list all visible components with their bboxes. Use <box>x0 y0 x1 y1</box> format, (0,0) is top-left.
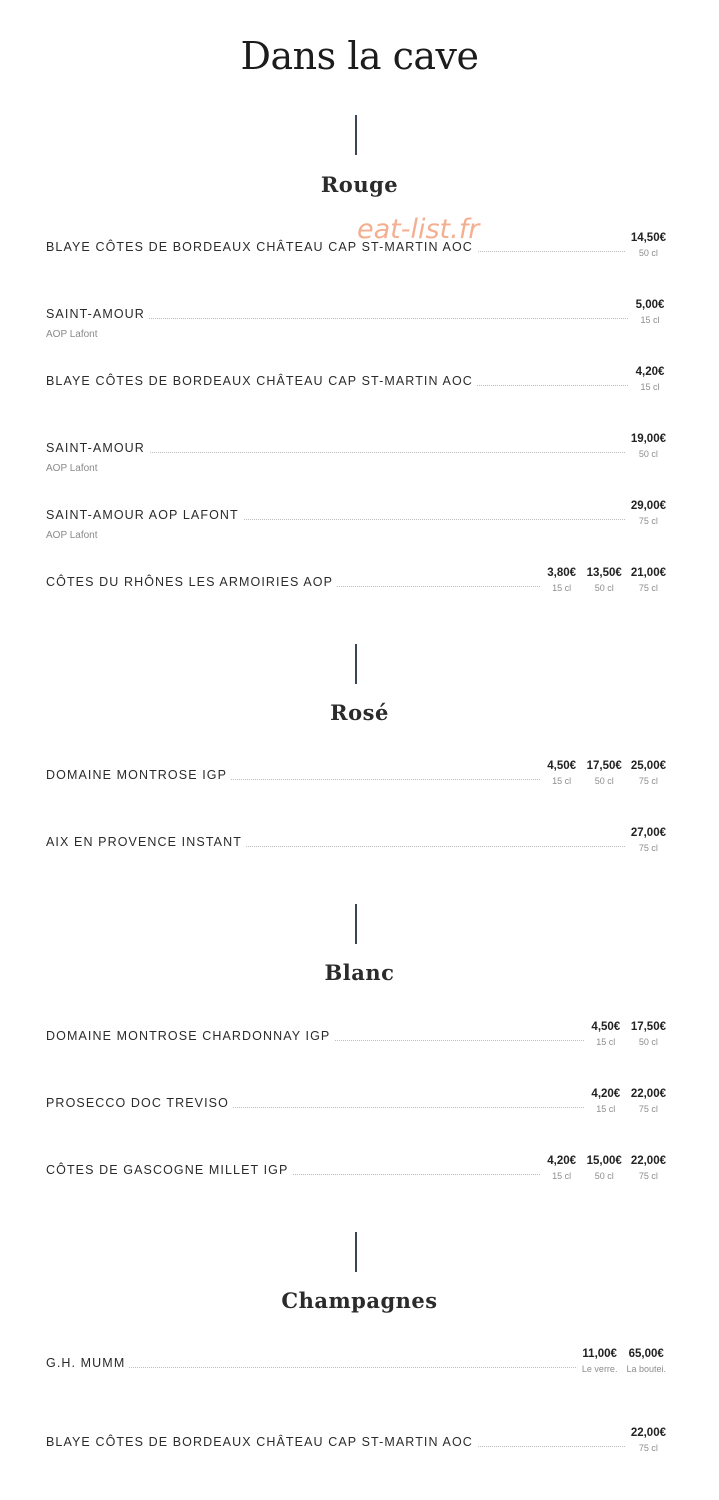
price <box>626 1346 666 1375</box>
section-title-blanc: Blanc <box>324 960 395 985</box>
price-value: 21,00€ <box>630 567 666 579</box>
price <box>546 565 578 594</box>
price-value: 11,00€ <box>582 1348 617 1360</box>
item-name: SAINT-AMOUR <box>46 307 149 321</box>
price-size: 50 cl <box>638 1037 658 1047</box>
menu-item[interactable] <box>46 364 666 390</box>
section-title-rouge: Rouge <box>320 172 399 197</box>
price-size: 15 cl <box>552 583 572 593</box>
item-name: SAINT-AMOUR AOP LAFONT <box>46 508 243 522</box>
price-size: 75 cl <box>638 776 658 786</box>
menu-item[interactable] <box>46 758 666 784</box>
price-size: 50 cl <box>638 449 658 459</box>
item-prices <box>582 1346 666 1375</box>
menu-item[interactable] <box>46 498 666 541</box>
item-prices <box>634 297 666 326</box>
price <box>587 565 622 594</box>
price-size: 75 cl <box>638 1171 658 1181</box>
price-value: 4,50€ <box>547 760 577 772</box>
price <box>631 565 666 594</box>
price-size: 50 cl <box>594 1171 614 1181</box>
price-size: 50 cl <box>638 248 658 258</box>
price-value: 65,00€ <box>628 1348 664 1360</box>
price-size: La boutei. <box>626 1364 666 1374</box>
section-divider <box>355 644 357 684</box>
item-name: BLAYE CÔTES DE BORDEAUX CHÂTEAU CAP ST-MARTIN AOC <box>46 240 477 254</box>
price-size: 15 cl <box>596 1104 616 1114</box>
section-divider <box>355 904 357 944</box>
section-divider <box>355 115 357 155</box>
price <box>631 1086 666 1115</box>
price <box>590 1019 622 1048</box>
price-size: 75 cl <box>638 583 658 593</box>
menu-item[interactable] <box>46 1086 666 1112</box>
item-prices <box>546 565 666 594</box>
price-value: 4,20€ <box>635 366 665 378</box>
price <box>631 758 666 787</box>
price-value: 22,00€ <box>630 1088 666 1100</box>
price-value: 17,50€ <box>586 760 622 772</box>
price-size: 75 cl <box>638 1443 658 1453</box>
price-value: 15,00€ <box>586 1155 622 1167</box>
menu-item[interactable] <box>46 565 666 591</box>
menu-item[interactable] <box>46 1346 666 1372</box>
item-name: BLAYE CÔTES DE BORDEAUX CHÂTEAU CAP ST-MARTIN AOC <box>46 374 477 388</box>
price-value: 4,50€ <box>591 1021 621 1033</box>
price-size: 75 cl <box>638 843 658 853</box>
item-prices <box>631 825 666 854</box>
price <box>582 1346 618 1375</box>
price-size: 15 cl <box>596 1037 616 1047</box>
price <box>634 364 666 393</box>
price-size: 50 cl <box>594 776 614 786</box>
menu-item[interactable] <box>46 230 666 256</box>
item-prices <box>631 1425 666 1454</box>
price-value: 25,00€ <box>630 760 666 772</box>
price-value: 22,00€ <box>630 1155 666 1167</box>
price-value: 22,00€ <box>630 1427 666 1439</box>
price-value: 13,50€ <box>586 567 622 579</box>
item-prices <box>546 1153 666 1182</box>
menu-item[interactable] <box>46 1425 666 1451</box>
item-name: G.H. MUMM <box>46 1356 129 1370</box>
price <box>631 498 666 527</box>
menu-item[interactable] <box>46 297 666 340</box>
price-size: Le verre. <box>581 1364 618 1374</box>
item-description: AOP Lafont <box>46 530 98 541</box>
price <box>634 297 666 326</box>
item-prices <box>634 364 666 393</box>
price-value: 29,00€ <box>630 500 666 512</box>
item-prices <box>590 1019 666 1048</box>
price <box>546 1153 578 1182</box>
watermark: eat-list.fr <box>357 214 480 245</box>
price-value: 4,20€ <box>591 1088 621 1100</box>
section-title-champagnes: Champagnes <box>281 1288 438 1313</box>
price-value: 3,80€ <box>547 567 577 579</box>
price-value: 14,50€ <box>630 232 666 244</box>
section-title-rosé: Rosé <box>330 700 389 725</box>
menu-item[interactable] <box>46 1019 666 1045</box>
menu-item[interactable] <box>46 825 666 851</box>
price-value: 27,00€ <box>630 827 666 839</box>
price-size: 15 cl <box>552 776 572 786</box>
menu-item[interactable] <box>46 431 666 474</box>
item-prices <box>631 230 666 259</box>
item-prices <box>546 758 666 787</box>
price <box>631 431 666 460</box>
price <box>631 1019 666 1048</box>
price-size: 15 cl <box>552 1171 572 1181</box>
price <box>631 230 666 259</box>
price <box>587 1153 622 1182</box>
item-name: SAINT-AMOUR <box>46 441 149 455</box>
item-name: AIX EN PROVENCE INSTANT <box>46 835 246 849</box>
page-title: Dans la cave <box>240 34 479 78</box>
price-size: 50 cl <box>594 583 614 593</box>
item-name: PROSECCO DOC TREVISO <box>46 1096 233 1110</box>
price-value: 19,00€ <box>630 433 666 445</box>
price <box>631 825 666 854</box>
item-description: AOP Lafont <box>46 329 98 340</box>
price <box>590 1086 622 1115</box>
item-name: CÔTES DE GASCOGNE MILLET IGP <box>46 1163 292 1177</box>
price-size: 75 cl <box>638 1104 658 1114</box>
price-value: 4,20€ <box>547 1155 577 1167</box>
price <box>546 758 578 787</box>
item-description: AOP Lafont <box>46 463 98 474</box>
price <box>631 1425 666 1454</box>
item-prices <box>631 498 666 527</box>
item-prices <box>631 431 666 460</box>
price <box>587 758 622 787</box>
menu-item[interactable] <box>46 1153 666 1179</box>
item-name: DOMAINE MONTROSE IGP <box>46 768 231 782</box>
item-name: CÔTES DU RHÔNES LES ARMOIRIES AOP <box>46 575 337 589</box>
item-name: DOMAINE MONTROSE CHARDONNAY IGP <box>46 1029 334 1043</box>
price-size: 75 cl <box>638 516 658 526</box>
price-value: 5,00€ <box>635 299 665 311</box>
price-size: 15 cl <box>640 382 660 392</box>
item-name: BLAYE CÔTES DE BORDEAUX CHÂTEAU CAP ST-MARTIN AOC <box>46 1435 477 1449</box>
item-prices <box>590 1086 666 1115</box>
price-size: 15 cl <box>640 315 660 325</box>
price <box>631 1153 666 1182</box>
section-divider <box>355 1232 357 1272</box>
price-value: 17,50€ <box>630 1021 666 1033</box>
